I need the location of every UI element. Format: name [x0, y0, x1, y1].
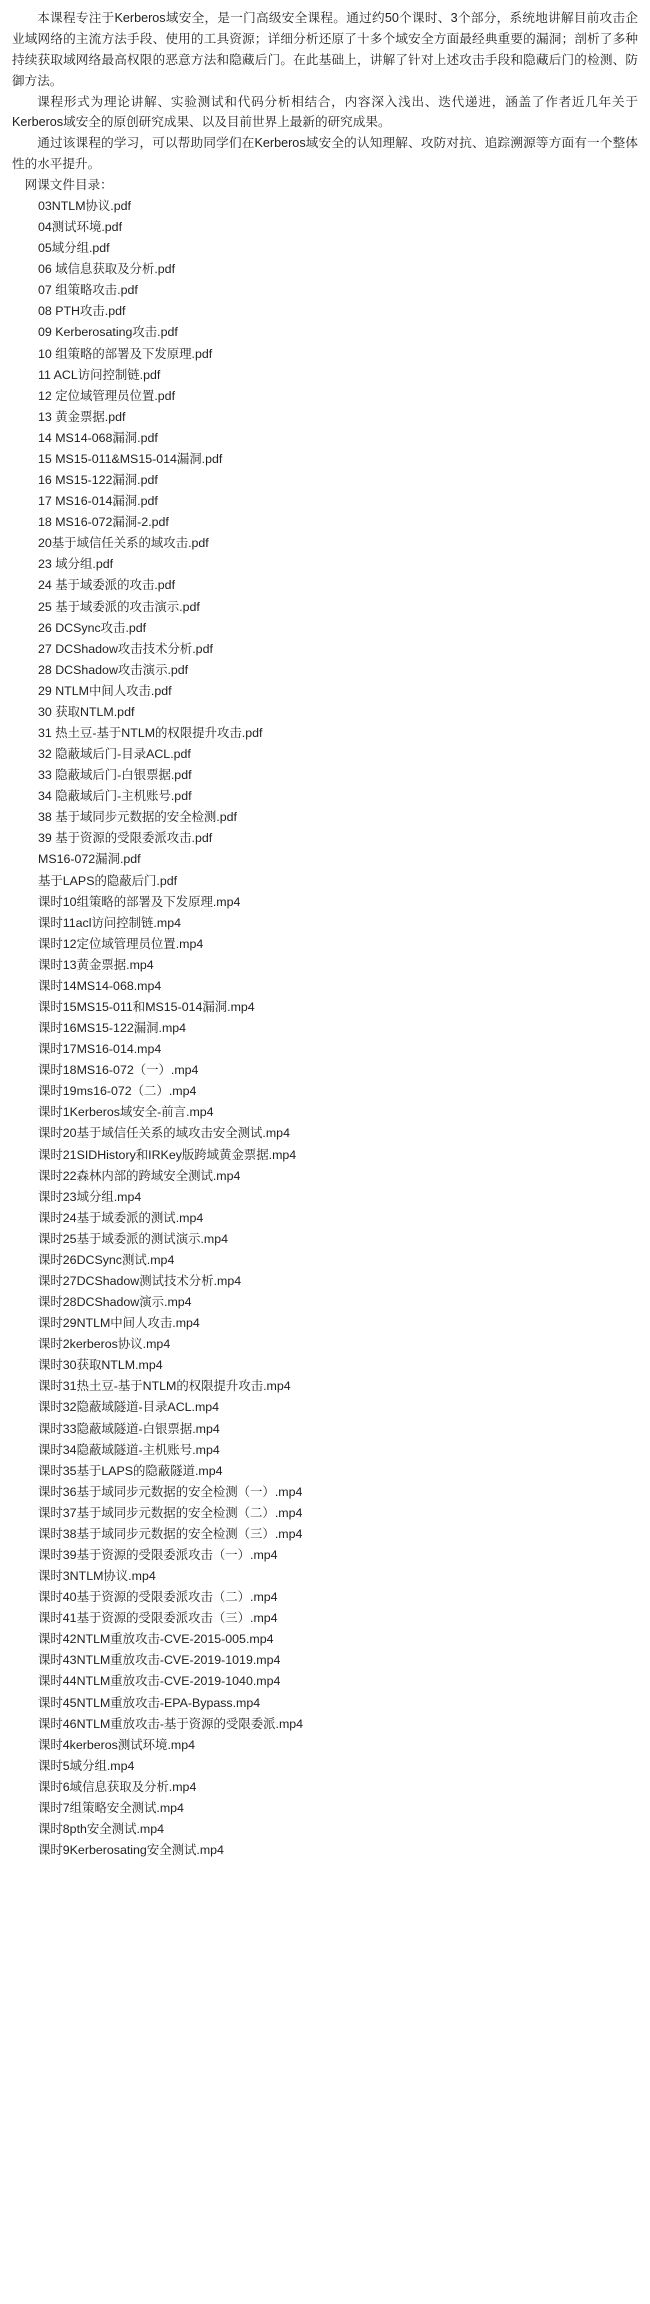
- list-item: 24 基于域委派的攻击.pdf: [38, 578, 176, 593]
- list-item: 课时22森林内部的跨域安全测试.mp4: [38, 1168, 241, 1183]
- list-item: 课时5域分组.mp4: [38, 1758, 135, 1773]
- list-item: 13 黄金票据.pdf: [38, 409, 126, 424]
- list-item: 课时38基于域同步元数据的安全检测（三）.mp4: [38, 1526, 303, 1541]
- list-item: 课时19ms16-072（二）.mp4: [38, 1084, 197, 1099]
- list-item: 10 组策略的部署及下发原理.pdf: [38, 346, 213, 361]
- list-item: 课时20基于域信任关系的域攻击安全测试.mp4: [38, 1126, 290, 1141]
- list-item: 课时34隐蔽域隧道-主机账号.mp4: [38, 1442, 220, 1457]
- list-item: 17 MS16-014漏洞.pdf: [38, 494, 158, 509]
- list-item: 课时12定位域管理员位置.mp4: [38, 936, 204, 951]
- list-item: 11 ACL访问控制链.pdf: [38, 367, 161, 382]
- list-item: 课时7组策略安全测试.mp4: [38, 1800, 184, 1815]
- list-item: 课时40基于资源的受限委派攻击（二）.mp4: [38, 1590, 278, 1605]
- list-item: 23 域分组.pdf: [38, 557, 114, 572]
- list-item: 课时16MS15-122漏洞.mp4: [38, 1021, 187, 1036]
- list-item: 14 MS14-068漏洞.pdf: [38, 430, 158, 445]
- list-item: 27 DCShadow攻击技术分析.pdf: [38, 641, 213, 656]
- list-item: 09 Kerberosating攻击.pdf: [38, 325, 178, 340]
- list-item: 课时39基于资源的受限委派攻击（一）.mp4: [38, 1548, 278, 1563]
- list-item: 课时28DCShadow演示.mp4: [38, 1295, 192, 1310]
- list-item: 课时33隐蔽域隧道-白银票据.mp4: [38, 1421, 220, 1436]
- list-item: 课时2kerberos协议.mp4: [38, 1337, 171, 1352]
- list-item: 26 DCSync攻击.pdf: [38, 620, 147, 635]
- list-item: 课时26DCSync测试.mp4: [38, 1252, 175, 1267]
- list-item: 25 基于域委派的攻击演示.pdf: [38, 599, 200, 614]
- list-item: 15 MS15-011&MS15-014漏洞.pdf: [38, 451, 223, 466]
- list-item: 课时4kerberos测试环境.mp4: [38, 1737, 195, 1752]
- list-item: 12 定位域管理员位置.pdf: [38, 388, 176, 403]
- list-item: 课时18MS16-072（一）.mp4: [38, 1063, 199, 1078]
- list-item: 课时37基于域同步元数据的安全检测（二）.mp4: [38, 1505, 303, 1520]
- intro-paragraph-2: 课程形式为理论讲解、实验测试和代码分析相结合，内容深入浅出、迭代递进，涵盖了作者近几年关于Kerberos域安全的原创研究成果、以及目前世界上最新的研究成果。: [12, 94, 638, 130]
- list-item: 课时41基于资源的受限委派攻击（三）.mp4: [38, 1611, 278, 1626]
- list-item: 课时36基于域同步元数据的安全检测（一）.mp4: [38, 1484, 303, 1499]
- list-item: 18 MS16-072漏洞-2.pdf: [38, 515, 169, 530]
- list-item: 38 基于域同步元数据的安全检测.pdf: [38, 810, 237, 825]
- intro-paragraph-1: 本课程专注于Kerberos域安全，是一门高级安全课程。通过约50个课时、3个部分，系统地讲解目前攻击企业域网络的主流方法手段、使用的工具资源；详细分析还原了十多个域安全方面最经典重要的漏洞；剖析了多种持续获取域网络最高权限的恶意方法和隐藏后门。在此基础上，讲解了针对上述攻击手段和隐藏后门的检测、防御方法。: [12, 11, 638, 88]
- list-item: 32 隐蔽域后门-目录ACL.pdf: [38, 747, 191, 762]
- list-item: 课时11acl访问控制链.mp4: [38, 915, 181, 930]
- list-item: 课时29NTLM中间人攻击.mp4: [38, 1316, 200, 1331]
- intro-paragraph-3: 通过该课程的学习，可以帮助同学们在Kerberos域安全的认知理解、攻防对抗、追踪溯源等方面有一个整体性的水平提升。: [12, 136, 638, 172]
- list-item: 课时30获取NTLM.mp4: [38, 1358, 163, 1373]
- list-item: 16 MS15-122漏洞.pdf: [38, 473, 158, 488]
- list-item: 课时27DCShadow测试技术分析.mp4: [38, 1274, 242, 1288]
- list-item: 课时42NTLM重放攻击-CVE-2015-005.mp4: [38, 1632, 274, 1647]
- list-item: 30 获取NTLM.pdf: [38, 704, 135, 719]
- list-item: 课时23域分组.mp4: [38, 1189, 142, 1204]
- list-item: 课时25基于域委派的测试演示.mp4: [38, 1231, 229, 1246]
- list-item: 课时9Kerberosating安全测试.mp4: [38, 1843, 224, 1858]
- list-item: 课时35基于LAPS的隐蔽隧道.mp4: [38, 1463, 223, 1478]
- list-item: 05域分组.pdf: [38, 241, 110, 256]
- list-item: 课时15MS15-011和MS15-014漏洞.mp4: [38, 999, 255, 1014]
- list-item: 20基于域信任关系的域攻击.pdf: [38, 536, 209, 551]
- file-list: [12, 196, 638, 1861]
- list-item: 课时1Kerberos域安全-前言.mp4: [38, 1105, 214, 1120]
- list-item: 课时6域信息获取及分析.mp4: [38, 1779, 197, 1794]
- list-item: 28 DCShadow攻击演示.pdf: [38, 662, 189, 677]
- list-item: 33 隐蔽域后门-白银票据.pdf: [38, 768, 192, 783]
- list-item: 39 基于资源的受限委派攻击.pdf: [38, 831, 213, 846]
- list-item: 08 PTH攻击.pdf: [38, 304, 126, 319]
- list-item: 课时21SIDHistory和IRKey版跨域黄金票据.mp4: [38, 1147, 297, 1162]
- list-item: 04测试环境.pdf: [38, 220, 123, 235]
- list-item: 07 组策略攻击.pdf: [38, 283, 138, 298]
- list-item: 课时17MS16-014.mp4: [38, 1042, 162, 1057]
- list-item: 29 NTLM中间人攻击.pdf: [38, 683, 172, 698]
- list-item: 课时10组策略的部署及下发原理.mp4: [38, 894, 241, 909]
- list-item: 课时45NTLM重放攻击-EPA-Bypass.mp4: [38, 1695, 261, 1710]
- list-item: 课时13黄金票据.mp4: [38, 957, 154, 972]
- list-item: 基于LAPS的隐蔽后门.pdf: [38, 873, 178, 888]
- list-item: 06 域信息获取及分析.pdf: [38, 262, 176, 277]
- list-item: 课时3NTLM协议.mp4: [38, 1569, 156, 1584]
- list-item: 34 隐蔽域后门-主机账号.pdf: [38, 789, 192, 804]
- list-item: 课时43NTLM重放攻击-CVE-2019-1019.mp4: [38, 1653, 281, 1668]
- list-item: 课时24基于域委派的测试.mp4: [38, 1210, 204, 1225]
- list-item: 课时32隐蔽域隧道-目录ACL.mp4: [38, 1400, 220, 1415]
- directory-heading: 网课文件目录：: [24, 178, 113, 193]
- list-item: 课时8pth安全测试.mp4: [38, 1822, 165, 1837]
- list-item: 课时44NTLM重放攻击-CVE-2019-1040.mp4: [38, 1674, 281, 1689]
- list-item: 课时46NTLM重放攻击-基于资源的受限委派.mp4: [38, 1716, 304, 1731]
- list-item: 31 热土豆-基于NTLM的权限提升攻击.pdf: [38, 725, 263, 740]
- list-item: 课时14MS14-068.mp4: [38, 978, 162, 993]
- list-item: MS16-072漏洞.pdf: [38, 852, 141, 867]
- list-item: 03NTLM协议.pdf: [38, 199, 131, 214]
- list-item: 课时31热土豆-基于NTLM的权限提升攻击.mp4: [38, 1379, 291, 1394]
